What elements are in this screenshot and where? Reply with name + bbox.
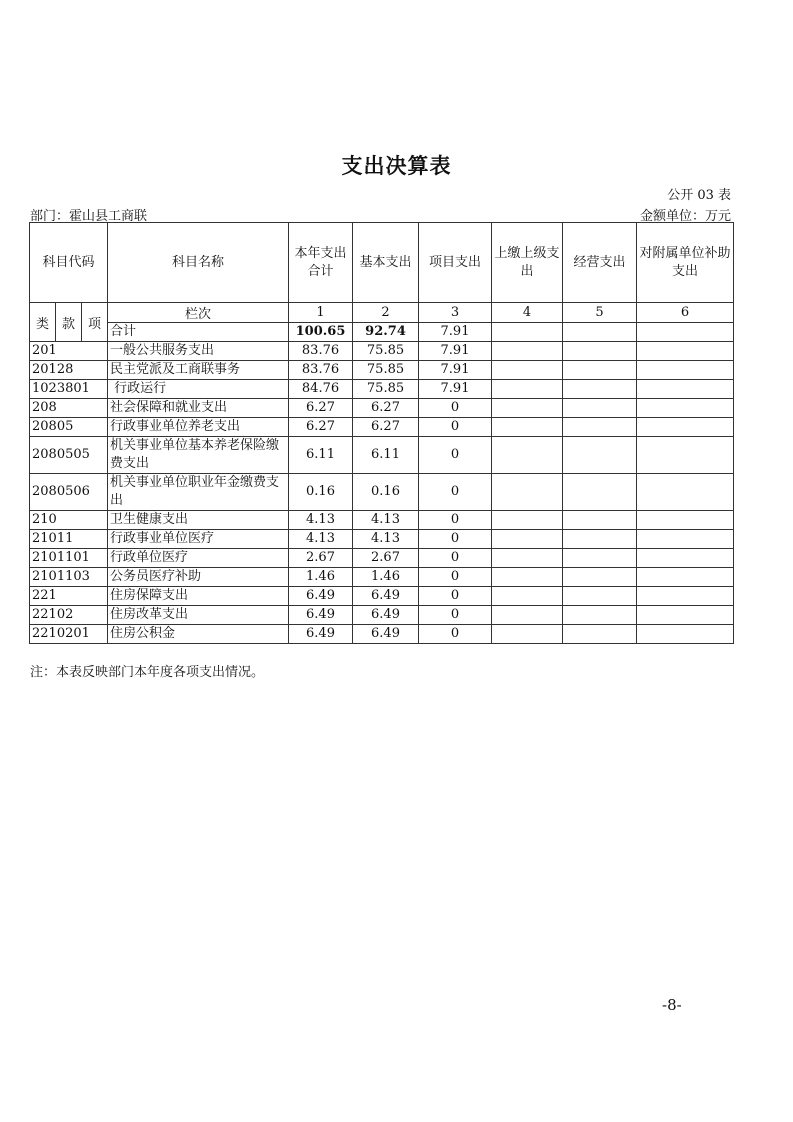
row-subsidy	[637, 342, 734, 361]
row-name: 一般公共服务支出	[108, 342, 289, 361]
col-index-5: 5	[563, 303, 637, 323]
row-basic: 92.74	[353, 323, 419, 342]
row-basic: 6.27	[353, 399, 419, 418]
table-row	[30, 606, 734, 625]
row-basic: 4.13	[353, 530, 419, 549]
row-project: 0	[419, 530, 492, 549]
row-code: 2080506	[30, 474, 108, 511]
row-code: 221	[30, 587, 108, 606]
table-row	[30, 549, 734, 568]
row-name: 卫生健康支出	[108, 511, 289, 530]
row-code: 21011	[30, 530, 108, 549]
row-code: 20805	[30, 418, 108, 437]
row-business	[563, 625, 637, 644]
amount-unit-label: 金额单位：万元	[639, 209, 731, 224]
table-row	[30, 530, 734, 549]
row-name: 民主党派及工商联事务	[108, 361, 289, 380]
row-business	[563, 418, 637, 437]
row-name: 行政事业单位养老支出	[108, 418, 289, 437]
row-business	[563, 511, 637, 530]
row-subsidy	[637, 587, 734, 606]
row-upper	[492, 549, 563, 568]
expenditure-table	[29, 222, 734, 644]
row-basic: 75.85	[353, 380, 419, 399]
row-name: 行政单位医疗	[108, 549, 289, 568]
row-total: 0.16	[289, 474, 353, 511]
row-business	[563, 530, 637, 549]
row-subsidy	[637, 323, 734, 342]
row-project: 0	[419, 418, 492, 437]
row-total: 6.27	[289, 418, 353, 437]
row-business	[563, 323, 637, 342]
table-row	[30, 511, 734, 530]
col-index-2: 2	[353, 303, 419, 323]
row-total: 6.11	[289, 437, 353, 474]
table-row	[30, 437, 734, 474]
row-basic: 6.49	[353, 606, 419, 625]
row-code: 208	[30, 399, 108, 418]
row-upper	[492, 587, 563, 606]
row-subsidy	[637, 625, 734, 644]
header-xiang: 项	[82, 303, 108, 342]
row-basic: 1.46	[353, 568, 419, 587]
row-total: 83.76	[289, 342, 353, 361]
table-row	[30, 380, 734, 399]
header-business: 经营支出	[563, 223, 637, 303]
row-total: 2.67	[289, 549, 353, 568]
row-project: 7.91	[419, 323, 492, 342]
row-basic: 6.49	[353, 587, 419, 606]
row-name: 住房公积金	[108, 625, 289, 644]
row-upper	[492, 530, 563, 549]
row-business	[563, 342, 637, 361]
row-business	[563, 606, 637, 625]
row-name: 行政事业单位医疗	[108, 530, 289, 549]
row-project: 0	[419, 511, 492, 530]
row-project: 7.91	[419, 342, 492, 361]
row-upper	[492, 361, 563, 380]
table-row-total	[30, 323, 734, 342]
table-row	[30, 342, 734, 361]
row-basic: 2.67	[353, 549, 419, 568]
row-subsidy	[637, 549, 734, 568]
header-lei: 类	[30, 303, 56, 342]
col-index-1: 1	[289, 303, 353, 323]
row-subsidy	[637, 399, 734, 418]
header-row	[30, 223, 734, 303]
row-upper	[492, 399, 563, 418]
row-upper	[492, 323, 563, 342]
row-business	[563, 437, 637, 474]
row-total: 100.65	[289, 323, 353, 342]
row-project: 7.91	[419, 380, 492, 399]
row-project: 0	[419, 606, 492, 625]
row-business	[563, 474, 637, 511]
header-upper: 上缴上级支出	[492, 223, 563, 303]
row-upper	[492, 568, 563, 587]
header-lanci: 栏次	[108, 303, 289, 323]
table-row	[30, 418, 734, 437]
row-basic: 75.85	[353, 361, 419, 380]
row-basic: 75.85	[353, 342, 419, 361]
table-row	[30, 587, 734, 606]
table-row	[30, 361, 734, 380]
row-project: 0	[419, 587, 492, 606]
header-subject-code: 科目代码	[30, 223, 108, 303]
department-label: 部门：霍山县工商联	[30, 209, 148, 224]
table-row	[30, 625, 734, 644]
row-total: 6.27	[289, 399, 353, 418]
row-business	[563, 380, 637, 399]
row-code: 2101103	[30, 568, 108, 587]
form-number: 公开 03 表	[667, 188, 731, 203]
header-project: 项目支出	[419, 223, 492, 303]
row-project: 0	[419, 399, 492, 418]
row-code: 2101101	[30, 549, 108, 568]
row-code: 2080505	[30, 437, 108, 474]
row-basic: 6.49	[353, 625, 419, 644]
row-code: 20128	[30, 361, 108, 380]
row-upper	[492, 380, 563, 399]
header-kuan: 款	[56, 303, 82, 342]
row-business	[563, 549, 637, 568]
row-project: 7.91	[419, 361, 492, 380]
row-code: 201	[30, 342, 108, 361]
header-total: 本年支出合计	[289, 223, 353, 303]
row-project: 0	[419, 549, 492, 568]
row-total: 83.76	[289, 361, 353, 380]
header-basic: 基本支出	[353, 223, 419, 303]
row-project: 0	[419, 474, 492, 511]
row-name: 公务员医疗补助	[108, 568, 289, 587]
row-business	[563, 399, 637, 418]
row-name: 住房改革支出	[108, 606, 289, 625]
row-total: 6.49	[289, 625, 353, 644]
row-total: 6.49	[289, 606, 353, 625]
page-number: -8-	[662, 996, 682, 1014]
row-name: 合计	[108, 323, 289, 342]
row-total: 4.13	[289, 530, 353, 549]
row-subsidy	[637, 418, 734, 437]
row-subsidy	[637, 568, 734, 587]
row-name: 住房保障支出	[108, 587, 289, 606]
row-upper	[492, 606, 563, 625]
row-business	[563, 587, 637, 606]
row-subsidy	[637, 511, 734, 530]
row-upper	[492, 437, 563, 474]
row-upper	[492, 418, 563, 437]
col-index-4: 4	[492, 303, 563, 323]
report-title: 支出决算表	[341, 154, 452, 178]
row-total: 4.13	[289, 511, 353, 530]
row-subsidy	[637, 530, 734, 549]
row-subsidy	[637, 361, 734, 380]
row-subsidy	[637, 437, 734, 474]
row-basic: 0.16	[353, 474, 419, 511]
col-index-3: 3	[419, 303, 492, 323]
row-total: 84.76	[289, 380, 353, 399]
row-upper	[492, 625, 563, 644]
row-upper	[492, 511, 563, 530]
row-code: 22102	[30, 606, 108, 625]
row-total: 6.49	[289, 587, 353, 606]
row-upper	[492, 342, 563, 361]
table-row	[30, 568, 734, 587]
row-code: 2210201	[30, 625, 108, 644]
row-subsidy	[637, 380, 734, 399]
row-project: 0	[419, 568, 492, 587]
row-name: 机关事业单位职业年金缴费支出	[108, 474, 289, 511]
row-basic: 4.13	[353, 511, 419, 530]
table-row	[30, 474, 734, 511]
table-note: 注：本表反映部门本年度各项支出情况。	[30, 665, 265, 680]
row-name: 机关事业单位基本养老保险缴费支出	[108, 437, 289, 474]
row-name: 社会保障和就业支出	[108, 399, 289, 418]
row-basic: 6.27	[353, 418, 419, 437]
row-subsidy	[637, 474, 734, 511]
row-subsidy	[637, 606, 734, 625]
row-name: 行政运行	[108, 380, 289, 399]
column-index-row	[30, 303, 734, 323]
header-subsidy: 对附属单位补助支出	[637, 223, 734, 303]
row-project: 0	[419, 625, 492, 644]
row-business	[563, 568, 637, 587]
row-code: 210	[30, 511, 108, 530]
row-basic: 6.11	[353, 437, 419, 474]
header-subject-name: 科目名称	[108, 223, 289, 303]
table-row	[30, 399, 734, 418]
col-index-6: 6	[637, 303, 734, 323]
row-code: 1023801	[30, 380, 108, 399]
row-upper	[492, 474, 563, 511]
row-business	[563, 361, 637, 380]
row-project: 0	[419, 437, 492, 474]
row-total: 1.46	[289, 568, 353, 587]
